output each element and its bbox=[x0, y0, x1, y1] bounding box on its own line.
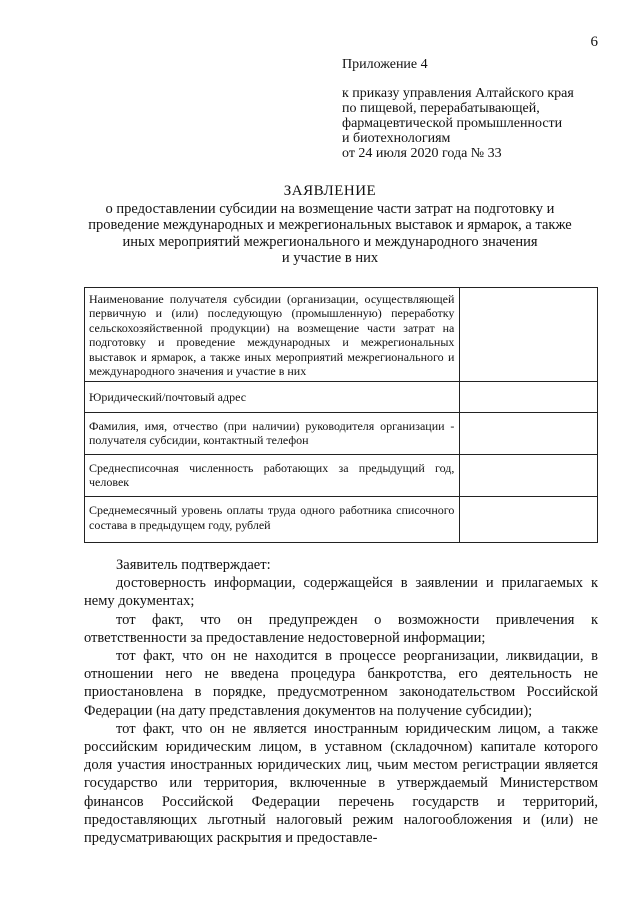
table-row bbox=[85, 497, 598, 543]
field-label-headcount: Среднесписочная численность работающих за предыдущий год, человек bbox=[85, 454, 460, 497]
table-row bbox=[85, 382, 598, 412]
field-label-director: Фамилия, имя, отчество (при наличии) руководителя организации - получателя субсидии, контактный телефон bbox=[85, 412, 460, 454]
table-row bbox=[85, 288, 598, 382]
document-heading bbox=[60, 183, 600, 267]
field-value-average-salary[interactable] bbox=[460, 497, 598, 543]
paragraph: достоверность информации, содержащейся в заявлении и прилагаемых к нему документах; bbox=[84, 575, 598, 610]
field-label-average-salary: Среднемесячный уровень оплаты труда одного работника списочного состава в предыдущем году, рублей bbox=[85, 497, 460, 543]
appendix-title: Приложение 4 bbox=[342, 57, 428, 72]
document-subtitle-line: и участие в них bbox=[281, 250, 379, 266]
field-value-director[interactable] bbox=[460, 412, 598, 454]
declaration-text bbox=[84, 556, 598, 847]
table-row bbox=[85, 454, 598, 497]
appendix-line: к приказу управления Алтайского края bbox=[342, 86, 574, 101]
document-subtitle-line: проведение международных и межрегиональных выставок и ярмарок, а также bbox=[88, 217, 572, 233]
table-row bbox=[85, 412, 598, 454]
page-number: 6 bbox=[590, 34, 598, 50]
document-subtitle-line: о предоставлении субсидии на возмещение части затрат на подготовку и bbox=[105, 200, 555, 217]
paragraph: тот факт, что он предупрежден о возможности привлечения к ответственности за предоставление недостоверной информации; bbox=[84, 611, 598, 646]
appendix-header bbox=[342, 57, 632, 161]
appendix-line: и биотехнологиям bbox=[342, 131, 451, 146]
field-value-headcount[interactable] bbox=[460, 454, 598, 497]
appendix-date-number: от 24 июля 2020 года № 33 bbox=[342, 146, 502, 161]
appendix-line: фармацевтической промышленности bbox=[342, 116, 563, 131]
field-value-recipient-name[interactable] bbox=[460, 288, 598, 382]
field-label-recipient-name: Наименование получателя субсидии (организации, осуществляющей первичную и (или) последующую (промышленную) переработку сельскохозяйственной продукции) на возмещение части затрат на подготовку и проведение международных и межрегиональных выставок и ярмарок, а также иных мероприятий межрегионального и международного значения и участие в них bbox=[85, 288, 460, 382]
paragraph: тот факт, что он не находится в процессе реорганизации, ликвидации, в отношении него не введена процедура банкротства, его деятельность не приостановлена в порядке, предусмотренном законодательством Российской Федерации (на дату представления документов на получение субсидии); bbox=[84, 648, 598, 719]
field-label-address: Юридический/почтовый адрес bbox=[85, 382, 460, 412]
appendix-line: по пищевой, перерабатывающей, bbox=[342, 101, 540, 116]
field-value-address[interactable] bbox=[460, 382, 598, 412]
paragraph: Заявитель подтверждает: bbox=[116, 557, 271, 573]
document-subtitle-line: иных мероприятий межрегионального и международного значения bbox=[122, 233, 538, 250]
paragraph: тот факт, что он не является иностранным юридическим лицом, а также российским юридическим лицом, в уставном (складочном) капитале которого доля участия иностранных юридических лиц, чьим местом регистрации является государство или территория, включенные в утверждаемый Министерством финансов Российской Федерации перечень государств и территорий, предоставляющих льготный налоговый режим налогообложения и (или) не предусматривающих раскрытия и предоставле- bbox=[84, 720, 598, 847]
application-fields-table bbox=[84, 287, 598, 543]
document-title: ЗАЯВЛЕНИЕ bbox=[283, 183, 377, 199]
